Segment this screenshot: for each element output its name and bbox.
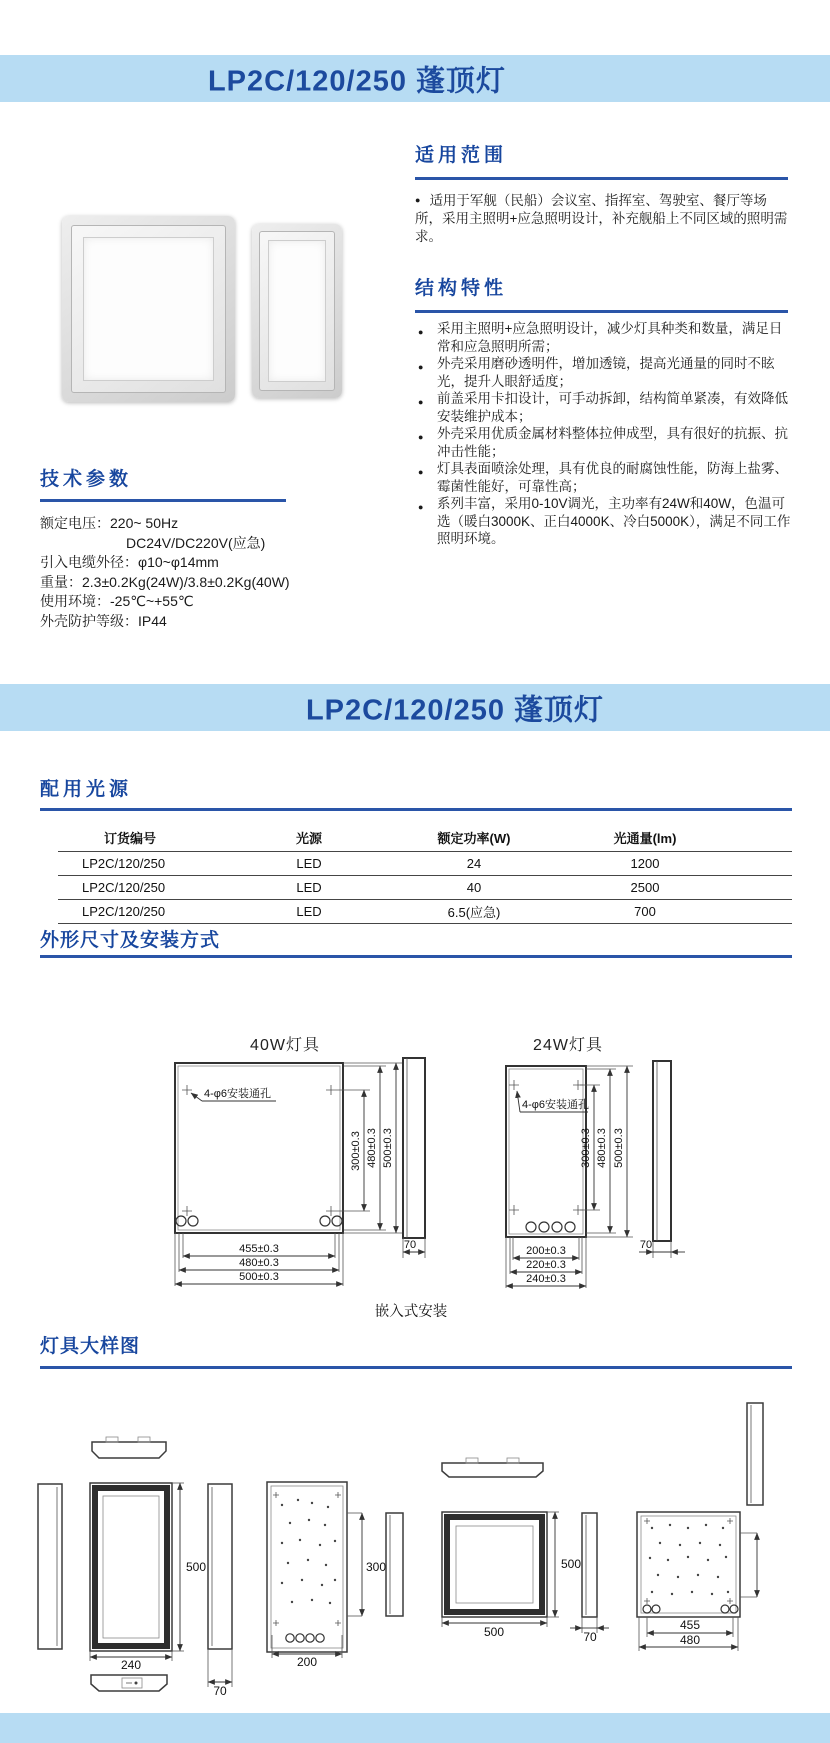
dim-label: 300±0.3 xyxy=(580,1128,592,1168)
application-text: ● 适用于军舰（民船）会议室、指挥室、驾驶室、餐厅等场所，采用主照明+应急照明设计，补充舰船上不同区域的照明需求。 xyxy=(415,193,788,244)
section-dimensions xyxy=(40,929,792,958)
drawing-title-24w: 24W灯具 xyxy=(533,1037,603,1054)
feature-bullet: ● 前盖采用卡扣设计，可手动拆卸，结构简单紧凑，有效降低安装维护成本； xyxy=(418,391,788,424)
rect-back-height-dimension xyxy=(347,1513,386,1616)
depth-dimension-40w xyxy=(403,1238,425,1258)
col-header: 光通量(lm) xyxy=(613,831,677,846)
dim-label: 500±0.3 xyxy=(382,1128,394,1168)
section-tech-params xyxy=(40,468,286,502)
mounting-hole-marks xyxy=(273,1492,341,1626)
rect-back-view xyxy=(267,1482,347,1652)
square-height-dimension xyxy=(547,1512,581,1617)
photo-frame xyxy=(71,225,226,393)
tech-param-line: 外壳防护等级：IP44 xyxy=(40,612,167,629)
dim-label-width: 240 xyxy=(120,1658,142,1672)
bullet-dot: ● xyxy=(418,432,424,442)
photo-frame xyxy=(259,231,335,391)
square-front-view xyxy=(442,1512,547,1617)
square-side-view xyxy=(582,1513,597,1617)
cell-order-code: LP2C/120/250 xyxy=(82,880,166,895)
cell-source: LED xyxy=(296,880,322,895)
dim-label-depth: 70 xyxy=(403,1239,417,1251)
cell-order-code: LP2C/120/250 xyxy=(82,904,166,919)
feature-bullet: ● 采用主照明+应急照明设计，减少灯具种类和数量，满足日常和应急照明所需； xyxy=(418,321,783,354)
tech-param-list xyxy=(40,514,410,631)
section-light-source xyxy=(40,778,792,811)
bullet-dot: ● xyxy=(418,397,424,407)
cable-gland-circles xyxy=(643,1605,738,1613)
table-header-row xyxy=(58,824,792,852)
section-structure xyxy=(415,277,788,313)
cell-flux: 700 xyxy=(634,904,656,919)
dim-label-height: 500 xyxy=(561,1557,582,1571)
bullet-dot: ● xyxy=(418,362,424,372)
detail-square-lamp xyxy=(442,1403,763,1651)
bullet-dot: ● xyxy=(418,327,424,337)
cell-power: 24 xyxy=(466,856,482,871)
cell-flux: 1200 xyxy=(630,856,660,871)
tech-param-line: 引入电缆外径：φ10~φ14mm xyxy=(40,554,219,570)
section-heading-light-source: 配用光源 xyxy=(40,779,133,800)
dim-label-depth: 70 xyxy=(639,1239,653,1251)
hole-callout-label: 4-φ6安装通孔 xyxy=(204,1088,272,1100)
rect-bottom-view xyxy=(91,1675,167,1691)
side-view-40w xyxy=(403,1058,425,1238)
page-title: LP2C/120/250 蓬顶灯 xyxy=(207,65,507,97)
detail-drawings xyxy=(20,1395,790,1710)
rect-front-view xyxy=(90,1483,172,1651)
cable-gland-circles xyxy=(176,1216,342,1226)
footer-band xyxy=(0,1713,830,1743)
tech-param-line: 使用环境：-25℃~+55℃ xyxy=(40,593,194,609)
section-detail xyxy=(40,1335,792,1369)
mounting-hole-marks xyxy=(644,1518,733,1604)
product-photo-small xyxy=(252,224,342,398)
feature-bullet: ● 灯具表面喷涂处理，具有优良的耐腐蚀性能，防海上盐雾、霉菌性能好，可靠性高； xyxy=(418,461,788,494)
rect-width-dimension xyxy=(90,1651,172,1672)
square-width-dimension xyxy=(442,1617,547,1639)
col-header: 额定功率(W) xyxy=(437,831,511,846)
rect-side-view-left xyxy=(38,1484,62,1649)
horizontal-dimensions-24w xyxy=(506,1237,586,1288)
col-header: 光源 xyxy=(295,831,322,846)
table-row xyxy=(58,852,792,876)
square-top-view xyxy=(442,1458,543,1477)
vertical-dimensions-24w xyxy=(580,1066,633,1237)
photo-panel xyxy=(83,237,214,381)
section-heading-dimensions: 外形尺寸及安装方式 xyxy=(40,930,221,951)
cell-flux: 2500 xyxy=(630,880,660,895)
photo-panel xyxy=(268,240,326,382)
rect-top-view xyxy=(92,1437,166,1458)
install-type-label: 嵌入式安装 xyxy=(374,1304,448,1320)
dim-label: 300±0.3 xyxy=(350,1131,362,1171)
drawing-40w xyxy=(175,1036,425,1286)
dim-label-width: 500 xyxy=(483,1625,505,1639)
feature-bullet: ● 外壳采用优质金属材料整体拉伸成型，具有很好的抗振、抗冲击性能； xyxy=(418,426,788,459)
rect-side-view-right xyxy=(208,1484,232,1649)
dim-label: 500±0.3 xyxy=(613,1128,625,1168)
section-application xyxy=(415,144,788,180)
square-right-bracket xyxy=(740,1533,757,1597)
title-band-top xyxy=(0,55,830,102)
drawing-24w xyxy=(506,1036,685,1288)
cell-source: LED xyxy=(296,856,322,871)
vent-hole-dots xyxy=(281,1499,336,1604)
dim-label: 455±0.3 xyxy=(239,1243,279,1255)
dim-label-back1: 455 xyxy=(679,1618,701,1632)
dim-label: 480±0.3 xyxy=(366,1128,378,1168)
dimension-drawings xyxy=(130,1018,700,1290)
cell-power: 40 xyxy=(466,880,482,895)
tech-param-line: DC24V/DC220V(应急) xyxy=(126,534,266,551)
dim-label: 500±0.3 xyxy=(239,1271,279,1283)
feature-bullet: ● 外壳采用磨砂透明件，增加透镜，提高光通量的同时不眩光，提升人眼舒适度； xyxy=(418,356,775,389)
cell-order-code: LP2C/120/250 xyxy=(82,856,166,871)
hole-callout-label: 4-φ6安装通孔 xyxy=(522,1099,590,1111)
square-side-view-upper xyxy=(747,1403,763,1505)
bullet-dot: ● xyxy=(415,195,421,205)
product-photo-large xyxy=(62,216,235,402)
detail-rect-lamp xyxy=(38,1437,403,1698)
dim-label: 220±0.3 xyxy=(526,1259,566,1271)
rect-side-view-far xyxy=(386,1513,403,1616)
cell-source: LED xyxy=(296,904,322,919)
dim-label-back-width: 200 xyxy=(296,1655,318,1669)
table-row xyxy=(58,876,792,900)
rect-height-dimension xyxy=(172,1483,206,1651)
horizontal-dimensions-40w xyxy=(175,1233,343,1286)
drawing-title-40w: 40W灯具 xyxy=(250,1037,320,1054)
structure-bullet-list xyxy=(415,320,795,548)
square-depth-dimension xyxy=(570,1617,609,1644)
table-row xyxy=(58,900,792,924)
dim-label: 240±0.3 xyxy=(526,1273,566,1285)
section-heading-structure: 结构特性 xyxy=(415,278,508,299)
dim-label: 480±0.3 xyxy=(239,1257,279,1269)
vertical-dimensions-40w xyxy=(336,1063,402,1233)
dim-label-depth: 70 xyxy=(583,1630,597,1644)
dim-label: 480±0.3 xyxy=(596,1128,608,1168)
tech-param-line: 重量：2.3±0.2Kg(24W)/3.8±0.2Kg(40W) xyxy=(40,573,290,590)
section-heading-detail: 灯具大样图 xyxy=(40,1336,141,1357)
dim-label-back2: 480 xyxy=(679,1633,701,1647)
bullet-dot: ● xyxy=(418,502,424,512)
feature-bullet: ● 系列丰富，采用0-10V调光，主功率有24W和40W，色温可选（暖白3000K、正白4000K、冷白5000K），满足不同工作照明环境。 xyxy=(418,496,791,546)
spec-table xyxy=(58,824,792,924)
dim-label-back-height: 300 xyxy=(366,1560,387,1574)
tech-param-line: 额定电压：220~ 50Hz xyxy=(40,515,179,531)
page-title-repeat: LP2C/120/250 蓬顶灯 xyxy=(305,694,605,726)
dim-label-height: 500 xyxy=(186,1560,207,1574)
side-view-24w xyxy=(653,1061,671,1241)
section-heading-application: 适用范围 xyxy=(415,145,508,166)
bullet-dot: ● xyxy=(418,467,424,477)
vent-hole-dots xyxy=(649,1524,729,1595)
col-header: 订货编号 xyxy=(104,831,157,846)
dim-label: 200±0.3 xyxy=(526,1245,566,1257)
cable-gland-circles xyxy=(526,1222,575,1232)
square-back-view xyxy=(637,1512,740,1617)
mounting-hole-marks xyxy=(182,1085,336,1216)
cable-gland-circles xyxy=(286,1634,324,1642)
cell-power: 6.5(应急) xyxy=(447,905,501,920)
title-band-middle xyxy=(0,684,830,731)
dim-label-depth: 70 xyxy=(213,1684,227,1698)
rect-depth-dimension xyxy=(208,1649,232,1698)
section-heading-tech: 技术参数 xyxy=(40,469,133,490)
